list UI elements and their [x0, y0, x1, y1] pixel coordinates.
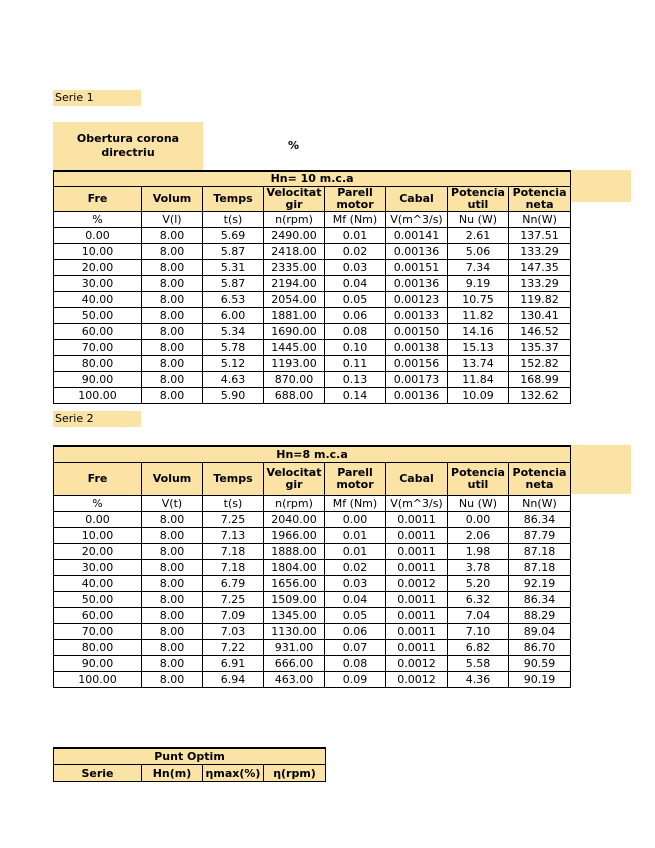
table-cell: 8.00 — [142, 276, 203, 292]
table-cell: 86.70 — [509, 640, 571, 656]
table-cell: 86.34 — [509, 592, 571, 608]
unit-cell: Nn(W) — [509, 212, 571, 228]
table-cell: 50.00 — [54, 308, 142, 324]
table-cell: 8.00 — [142, 592, 203, 608]
table-cell: 0.00 — [54, 228, 142, 244]
table-row — [54, 608, 571, 624]
column-header: Fre — [54, 187, 142, 212]
table-row — [54, 672, 571, 688]
table-row — [54, 372, 571, 388]
table-cell: 9.19 — [448, 276, 509, 292]
table-cell: 100.00 — [54, 388, 142, 404]
table-cell: 90.19 — [509, 672, 571, 688]
column-header: Potencia util — [448, 463, 509, 496]
serie1-table — [53, 170, 571, 404]
table-cell: 7.34 — [448, 260, 509, 276]
table-row — [54, 356, 571, 372]
table-cell: 1445.00 — [264, 340, 325, 356]
column-header: Cabal — [386, 187, 448, 212]
table-cell: 0.00136 — [386, 244, 448, 260]
table-cell: 0.0011 — [386, 528, 448, 544]
table-cell: 0.01 — [325, 528, 386, 544]
column-header: Parell motor — [325, 463, 386, 496]
table-cell: 2.61 — [448, 228, 509, 244]
table-cell: 60.00 — [54, 324, 142, 340]
table-cell: 5.34 — [203, 324, 264, 340]
table-cell: 87.18 — [509, 544, 571, 560]
table-cell: 13.74 — [448, 356, 509, 372]
punt-optim-table — [53, 747, 326, 782]
table-cell: 0.02 — [325, 560, 386, 576]
table-cell: 2418.00 — [264, 244, 325, 260]
unit-cell: n(rpm) — [264, 496, 325, 512]
table-cell: 8.00 — [142, 260, 203, 276]
table-cell: 5.20 — [448, 576, 509, 592]
table-cell: 463.00 — [264, 672, 325, 688]
unit-cell: Mf (Nm) — [325, 496, 386, 512]
unit-cell: % — [54, 212, 142, 228]
table-cell: 1193.00 — [264, 356, 325, 372]
table-cell: 137.51 — [509, 228, 571, 244]
unit-cell: Mf (Nm) — [325, 212, 386, 228]
table-cell: 0.00156 — [386, 356, 448, 372]
table-cell: 0.06 — [325, 624, 386, 640]
column-header: Volum — [142, 187, 203, 212]
table-cell: 2.06 — [448, 528, 509, 544]
table-cell: 8.00 — [142, 544, 203, 560]
serie2-header-row — [54, 463, 571, 496]
table-cell: 8.00 — [142, 244, 203, 260]
table-cell: 7.04 — [448, 608, 509, 624]
table-cell: 2040.00 — [264, 512, 325, 528]
table-row — [54, 340, 571, 356]
table-cell: 88.29 — [509, 608, 571, 624]
unit-cell: V(t) — [142, 496, 203, 512]
table-cell: 5.06 — [448, 244, 509, 260]
table-cell: 2335.00 — [264, 260, 325, 276]
table-cell: 0.06 — [325, 308, 386, 324]
table-cell: 20.00 — [54, 544, 142, 560]
table-cell: 8.00 — [142, 372, 203, 388]
table-cell: 0.00151 — [386, 260, 448, 276]
table-cell: 0.03 — [325, 260, 386, 276]
table-cell: 0.11 — [325, 356, 386, 372]
serie1-units-row — [54, 212, 571, 228]
table-row — [54, 276, 571, 292]
table-cell: 6.91 — [203, 656, 264, 672]
table-cell: 4.63 — [203, 372, 264, 388]
table-cell: 6.00 — [203, 308, 264, 324]
column-header: Parell motor — [325, 187, 386, 212]
table-cell: 133.29 — [509, 244, 571, 260]
table-cell: 0.04 — [325, 592, 386, 608]
table-cell: 0.00 — [54, 512, 142, 528]
table-cell: 7.10 — [448, 624, 509, 640]
table-row — [54, 576, 571, 592]
table-cell: 0.0011 — [386, 560, 448, 576]
table-cell: 133.29 — [509, 276, 571, 292]
table-cell: 0.00136 — [386, 276, 448, 292]
column-header: Velocitat gir — [264, 187, 325, 212]
table-cell: 92.19 — [509, 576, 571, 592]
table-cell: 5.78 — [203, 340, 264, 356]
obertura-label — [53, 122, 203, 170]
table-cell: 0.00141 — [386, 228, 448, 244]
table-cell: 89.04 — [509, 624, 571, 640]
table-cell: 0.0012 — [386, 656, 448, 672]
table-cell: 132.62 — [509, 388, 571, 404]
column-header: Fre — [54, 463, 142, 496]
table-cell: 5.87 — [203, 276, 264, 292]
table-cell: 0.00136 — [386, 388, 448, 404]
serie1-title: Hn= 10 m.c.a — [54, 171, 571, 187]
table-cell: 0.05 — [325, 608, 386, 624]
table-cell: 6.32 — [448, 592, 509, 608]
serie1-header-row — [54, 187, 571, 212]
column-header: Serie — [54, 765, 142, 782]
table-row — [54, 528, 571, 544]
table-cell: 0.09 — [325, 672, 386, 688]
table-cell: 8.00 — [142, 512, 203, 528]
table-cell: 40.00 — [54, 576, 142, 592]
table-cell: 0.00123 — [386, 292, 448, 308]
table-cell: 86.34 — [509, 512, 571, 528]
table-row — [54, 512, 571, 528]
table-cell: 2194.00 — [264, 276, 325, 292]
column-header: Cabal — [386, 463, 448, 496]
table-row — [54, 624, 571, 640]
table-cell: 8.00 — [142, 560, 203, 576]
table-row — [54, 388, 571, 404]
punt-optim-title: Punt Optim — [54, 748, 326, 765]
table-cell: 0.02 — [325, 244, 386, 260]
table-cell: 10.75 — [448, 292, 509, 308]
table-cell: 8.00 — [142, 356, 203, 372]
table-cell: 135.37 — [509, 340, 571, 356]
header-extension-1 — [569, 170, 631, 202]
table-cell: 2054.00 — [264, 292, 325, 308]
table-cell: 70.00 — [54, 624, 142, 640]
table-row — [54, 308, 571, 324]
serie1-body — [54, 228, 571, 404]
table-cell: 8.00 — [142, 528, 203, 544]
obertura-label-text: Obertura corona directriu — [76, 132, 180, 159]
table-cell: 5.31 — [203, 260, 264, 276]
table-cell: 1966.00 — [264, 528, 325, 544]
table-cell: 0.05 — [325, 292, 386, 308]
table-cell: 5.90 — [203, 388, 264, 404]
table-cell: 7.13 — [203, 528, 264, 544]
table-cell: 146.52 — [509, 324, 571, 340]
table-cell: 7.18 — [203, 560, 264, 576]
table-cell: 147.35 — [509, 260, 571, 276]
header-extension-2 — [569, 445, 631, 494]
table-cell: 0.13 — [325, 372, 386, 388]
table-cell: 5.58 — [448, 656, 509, 672]
unit-cell: Nn(W) — [509, 496, 571, 512]
table-cell: 30.00 — [54, 560, 142, 576]
table-cell: 30.00 — [54, 276, 142, 292]
table-cell: 5.12 — [203, 356, 264, 372]
table-cell: 70.00 — [54, 340, 142, 356]
table-cell: 7.22 — [203, 640, 264, 656]
table-cell: 870.00 — [264, 372, 325, 388]
table-row — [54, 592, 571, 608]
table-row — [54, 324, 571, 340]
table-cell: 87.79 — [509, 528, 571, 544]
table-cell: 80.00 — [54, 356, 142, 372]
table-cell: 0.00150 — [386, 324, 448, 340]
table-row — [54, 260, 571, 276]
serie1-label: Serie 1 — [53, 90, 141, 106]
unit-cell: V(m^3/s) — [386, 496, 448, 512]
table-row — [54, 656, 571, 672]
unit-cell: t(s) — [203, 212, 264, 228]
table-cell: 5.69 — [203, 228, 264, 244]
table-cell: 1690.00 — [264, 324, 325, 340]
table-cell: 119.82 — [509, 292, 571, 308]
table-cell: 0.00173 — [386, 372, 448, 388]
table-cell: 0.00 — [325, 512, 386, 528]
table-cell: 10.09 — [448, 388, 509, 404]
column-header: Potencia neta — [509, 187, 571, 212]
table-cell: 90.00 — [54, 656, 142, 672]
serie2-title: Hn=8 m.c.a — [54, 446, 571, 463]
table-cell: 1.98 — [448, 544, 509, 560]
table-cell: 688.00 — [264, 388, 325, 404]
table-cell: 80.00 — [54, 640, 142, 656]
table-cell: 11.82 — [448, 308, 509, 324]
table-cell: 0.0011 — [386, 592, 448, 608]
table-cell: 0.01 — [325, 228, 386, 244]
table-cell: 1130.00 — [264, 624, 325, 640]
table-cell: 2490.00 — [264, 228, 325, 244]
table-cell: 3.78 — [448, 560, 509, 576]
table-row — [54, 640, 571, 656]
table-cell: 0.03 — [325, 576, 386, 592]
column-header: Hn(m) — [142, 765, 203, 782]
table-cell: 130.41 — [509, 308, 571, 324]
table-cell: 20.00 — [54, 260, 142, 276]
column-header: Temps — [203, 187, 264, 212]
table-cell: 0.00133 — [386, 308, 448, 324]
column-header: η(rpm) — [264, 765, 326, 782]
table-cell: 90.00 — [54, 372, 142, 388]
table-cell: 4.36 — [448, 672, 509, 688]
serie2-units-row — [54, 496, 571, 512]
table-cell: 6.94 — [203, 672, 264, 688]
table-cell: 7.03 — [203, 624, 264, 640]
table-cell: 8.00 — [142, 388, 203, 404]
table-cell: 666.00 — [264, 656, 325, 672]
table-cell: 8.00 — [142, 672, 203, 688]
table-row — [54, 544, 571, 560]
table-row — [54, 228, 571, 244]
table-cell: 6.79 — [203, 576, 264, 592]
table-cell: 0.00 — [448, 512, 509, 528]
column-header: Temps — [203, 463, 264, 496]
table-cell: 7.25 — [203, 512, 264, 528]
table-cell: 15.13 — [448, 340, 509, 356]
table-cell: 0.08 — [325, 324, 386, 340]
column-header: Potencia util — [448, 187, 509, 212]
table-cell: 1881.00 — [264, 308, 325, 324]
table-cell: 0.0011 — [386, 624, 448, 640]
table-cell: 8.00 — [142, 624, 203, 640]
serie2-body — [54, 512, 571, 688]
table-cell: 0.07 — [325, 640, 386, 656]
table-cell: 8.00 — [142, 576, 203, 592]
unit-cell: t(s) — [203, 496, 264, 512]
table-cell: 931.00 — [264, 640, 325, 656]
table-row — [54, 560, 571, 576]
table-cell: 8.00 — [142, 324, 203, 340]
column-header: Potencia neta — [509, 463, 571, 496]
serie2-table — [53, 445, 571, 688]
table-cell: 0.0011 — [386, 544, 448, 560]
column-header: Velocitat gir — [264, 463, 325, 496]
table-cell: 0.0011 — [386, 608, 448, 624]
table-cell: 14.16 — [448, 324, 509, 340]
table-cell: 168.99 — [509, 372, 571, 388]
table-row — [54, 292, 571, 308]
table-cell: 0.0011 — [386, 640, 448, 656]
unit-cell: n(rpm) — [264, 212, 325, 228]
table-cell: 40.00 — [54, 292, 142, 308]
table-cell: 152.82 — [509, 356, 571, 372]
table-cell: 90.59 — [509, 656, 571, 672]
table-cell: 5.87 — [203, 244, 264, 260]
column-header: Volum — [142, 463, 203, 496]
unit-cell: Nu (W) — [448, 212, 509, 228]
table-cell: 0.0012 — [386, 576, 448, 592]
table-cell: 0.0012 — [386, 672, 448, 688]
table-cell: 7.18 — [203, 544, 264, 560]
punt-optim-header-row — [54, 765, 326, 782]
table-cell: 100.00 — [54, 672, 142, 688]
table-cell: 0.04 — [325, 276, 386, 292]
table-cell: 1509.00 — [264, 592, 325, 608]
table-cell: 8.00 — [142, 656, 203, 672]
column-header: ηmax(%) — [203, 765, 264, 782]
table-cell: 7.25 — [203, 592, 264, 608]
percent-sign: % — [288, 139, 300, 152]
serie2-label: Serie 2 — [53, 411, 141, 427]
table-cell: 60.00 — [54, 608, 142, 624]
table-cell: 8.00 — [142, 640, 203, 656]
table-cell: 0.08 — [325, 656, 386, 672]
table-cell: 0.01 — [325, 544, 386, 560]
table-cell: 87.18 — [509, 560, 571, 576]
table-cell: 1804.00 — [264, 560, 325, 576]
table-cell: 0.14 — [325, 388, 386, 404]
table-cell: 0.0011 — [386, 512, 448, 528]
table-cell: 6.53 — [203, 292, 264, 308]
table-cell: 7.09 — [203, 608, 264, 624]
table-cell: 10.00 — [54, 528, 142, 544]
unit-cell: Nu (W) — [448, 496, 509, 512]
table-cell: 10.00 — [54, 244, 142, 260]
table-cell: 8.00 — [142, 308, 203, 324]
table-cell: 6.82 — [448, 640, 509, 656]
table-cell: 8.00 — [142, 340, 203, 356]
unit-cell: V(m^3/s) — [386, 212, 448, 228]
table-cell: 8.00 — [142, 292, 203, 308]
unit-cell: V(l) — [142, 212, 203, 228]
table-cell: 1656.00 — [264, 576, 325, 592]
table-cell: 1888.00 — [264, 544, 325, 560]
table-cell: 0.00138 — [386, 340, 448, 356]
table-cell: 11.84 — [448, 372, 509, 388]
table-cell: 8.00 — [142, 608, 203, 624]
unit-cell: % — [54, 496, 142, 512]
table-cell: 0.10 — [325, 340, 386, 356]
table-cell: 8.00 — [142, 228, 203, 244]
table-cell: 1345.00 — [264, 608, 325, 624]
table-cell: 50.00 — [54, 592, 142, 608]
table-row — [54, 244, 571, 260]
